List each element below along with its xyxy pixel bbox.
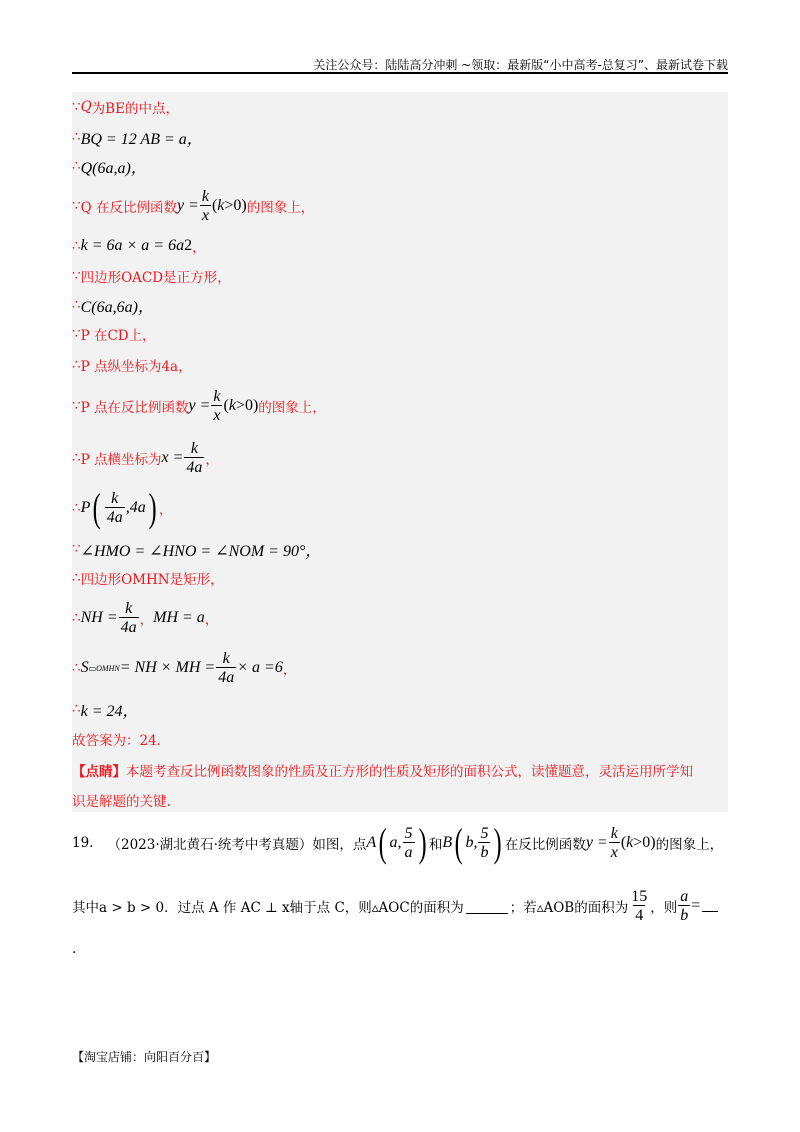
comment-line-1: 【点睛】 本题考查反比例函数图象的性质及正方形的性质及矩形的面积公式，读懂题意，灵活运用所学知	[72, 759, 728, 781]
question-19-line-2: 其中a > b > 0．过点 A 作 AC ⊥ x轴于点 C，则▵AOC的面积为 ；若▵AOB的面积为 $\frac{15}{4}$ ，则 $\frac{a}{b}$ =	[72, 886, 728, 926]
solution-line-9: ∴ P 点纵坐标为4a，	[72, 357, 192, 375]
solution-line-17: ∴ k = 24，	[72, 701, 139, 720]
footer-shop: 【淘宝店铺：向阳百分百】	[72, 1050, 217, 1064]
fraction-k-over-4a: $\frac{k}{4a}$	[218, 649, 235, 686]
answer-blank-2[interactable]	[702, 901, 718, 912]
solution-line-5: ∴ k = 6a × a = 6a 2 ，	[72, 237, 206, 256]
fraction-5-over-b: $\frac{5}{b}$	[480, 824, 489, 861]
solution-line-10: ∵ P 点在反比例函数 y = $\frac{k}{x}$ ( k >0) 的图象上，	[72, 387, 326, 424]
solution-line-14: ∴ 四边形OMHN是矩形，	[72, 570, 224, 588]
header-rule	[72, 72, 728, 74]
question-19-line-3: .	[72, 941, 77, 957]
fraction-15-over-4: $\frac{15}{4}$	[631, 887, 648, 924]
question-number: 19.	[72, 835, 94, 851]
answer-blank-1[interactable]	[466, 899, 508, 914]
comment-tag: 【点睛】	[72, 764, 126, 780]
solution-line-8: ∵ P 在CD上，	[72, 326, 156, 344]
solution-line-12: ∴ P ( $\frac{k}{4a}$ ,4a ) ，	[72, 485, 173, 530]
page-header: 关注公众号：陆陆高分冲刺 ~领取：最新版“小中高考-总复习”、最新试卷下载	[313, 58, 728, 72]
answer-line: 故答案为：24.	[72, 733, 161, 749]
solution-line-2: ∴ BQ = 12 AB = a，	[72, 129, 203, 148]
fraction-k-over-x: $\frac{k}{x}$	[610, 824, 618, 861]
fraction-k-over-4a: $\frac{k}{4a}$	[186, 439, 203, 476]
solution-line-3: ∴ Q(6a,a)，	[72, 158, 147, 177]
solution-line-16: ∴ S ▭OMHN = NH × MH = $\frac{k}{4a}$ × a =6 ，	[72, 649, 297, 686]
fraction-k-over-x: $\frac{k}{x}$	[201, 187, 209, 224]
question-19-line-1: 19. （2023·湖北黄石·统考中考真题）如图，点 A ( a, $\frac{5}{a}$ ) 和 B ( b, $\frac{5}{b}$ ) 在反比例函数 y = $\frac{k}{x}$ ( k >0) 的图象上，	[72, 820, 724, 865]
solution-line-1: ∵ Q 为BE的中点，	[72, 99, 179, 117]
fraction-k-over-4a: $\frac{k}{4a}$	[120, 599, 137, 636]
comment-line-2: 识是解题的关键.	[72, 794, 171, 810]
fraction-a-over-b: $\frac{a}{b}$	[680, 887, 689, 924]
solution-line-11: ∴ P 点横坐标为 x = $\frac{k}{4a}$ ，	[72, 439, 219, 476]
solution-line-15: ∴ NH = $\frac{k}{4a}$ ， MH = a ，	[72, 599, 219, 636]
solution-line-6: ∵ 四边形OACD是正方形，	[72, 268, 231, 286]
solution-line-4: ∵ Q 在反比例函数 y = $\frac{k}{x}$ ( k >0) 的图象上，	[72, 187, 315, 224]
solution-line-7: ∴ C(6a,6a)，	[72, 297, 154, 316]
fraction-k-over-x: $\frac{k}{x}$	[213, 387, 221, 424]
solution-line-13: ∵ ∠HMO = ∠HNO = ∠NOM = 90°，	[72, 541, 322, 560]
fraction-k-over-4a: $\frac{k}{4a}$	[106, 489, 123, 526]
fraction-5-over-a: $\frac{5}{a}$	[404, 824, 413, 861]
